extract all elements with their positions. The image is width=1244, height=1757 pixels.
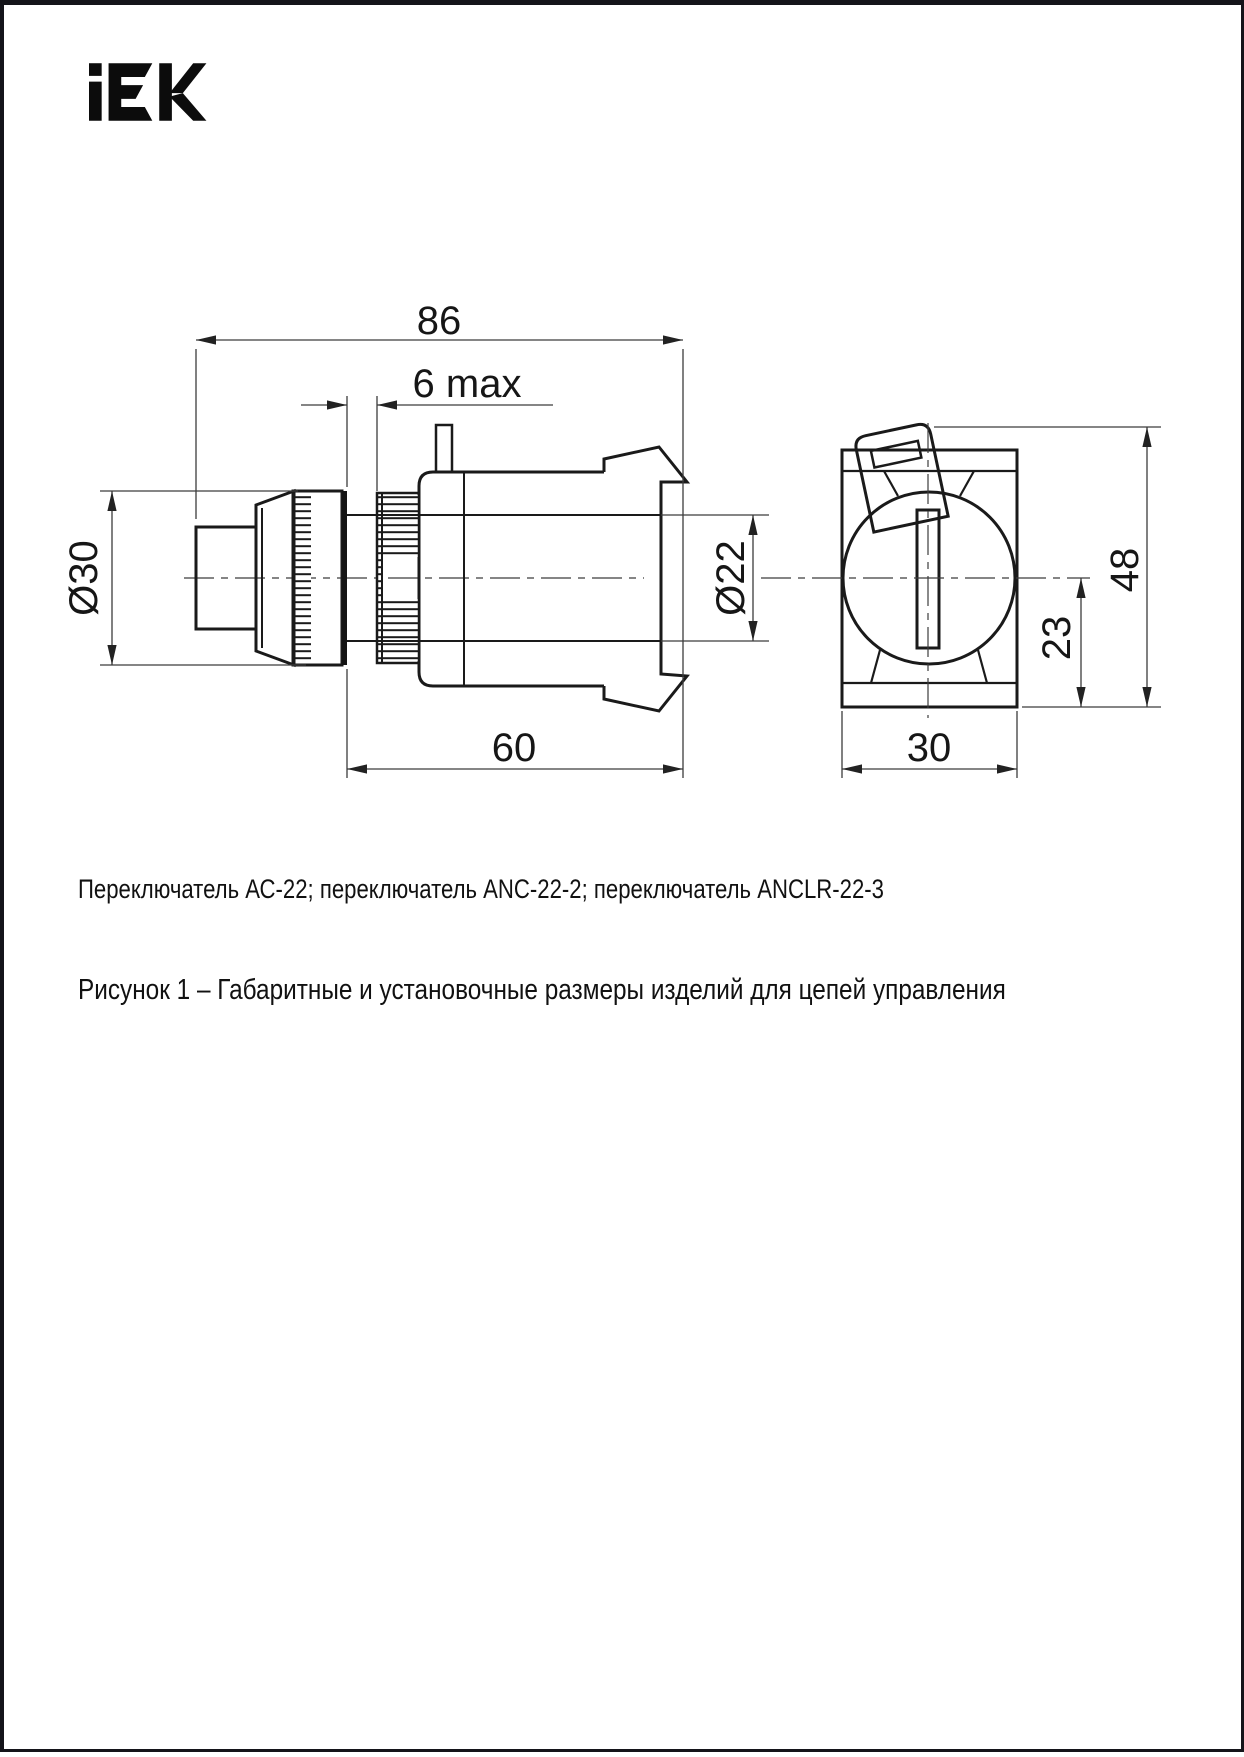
dim-mounting-hole-diameter (709, 515, 753, 641)
switch-body (419, 425, 687, 711)
products-description: Переключатель АС-22; переключатель ANC-22-2; переключатель ANCLR-22-3 (78, 874, 884, 904)
dim-overall-height (1103, 427, 1147, 707)
dim-panel-thickness (301, 362, 553, 406)
dim-actuator-diameter (62, 491, 112, 665)
dim-label-23: 23 (1035, 615, 1079, 661)
figure-caption: Рисунок 1 – Габаритные и установочные размеры изделий для цепей управления (78, 974, 1006, 1006)
front-view (761, 422, 1090, 718)
dim-overall-length (196, 299, 683, 343)
dim-label-48: 48 (1103, 547, 1147, 593)
dim-label-d30: Ø30 (62, 540, 106, 616)
side-view (184, 425, 769, 711)
dim-body-width (842, 726, 1017, 770)
dim-label-60: 60 (491, 726, 537, 770)
dim-label-d22: Ø22 (709, 540, 753, 616)
mounting-clips (604, 447, 687, 711)
dim-center-to-bottom (1035, 578, 1081, 707)
dim-label-30: 30 (906, 726, 952, 770)
dim-label-86: 86 (416, 299, 462, 343)
terminal-pin (436, 425, 452, 472)
dim-label-6max: 6 max (412, 362, 522, 406)
dim-body-length (347, 726, 683, 770)
